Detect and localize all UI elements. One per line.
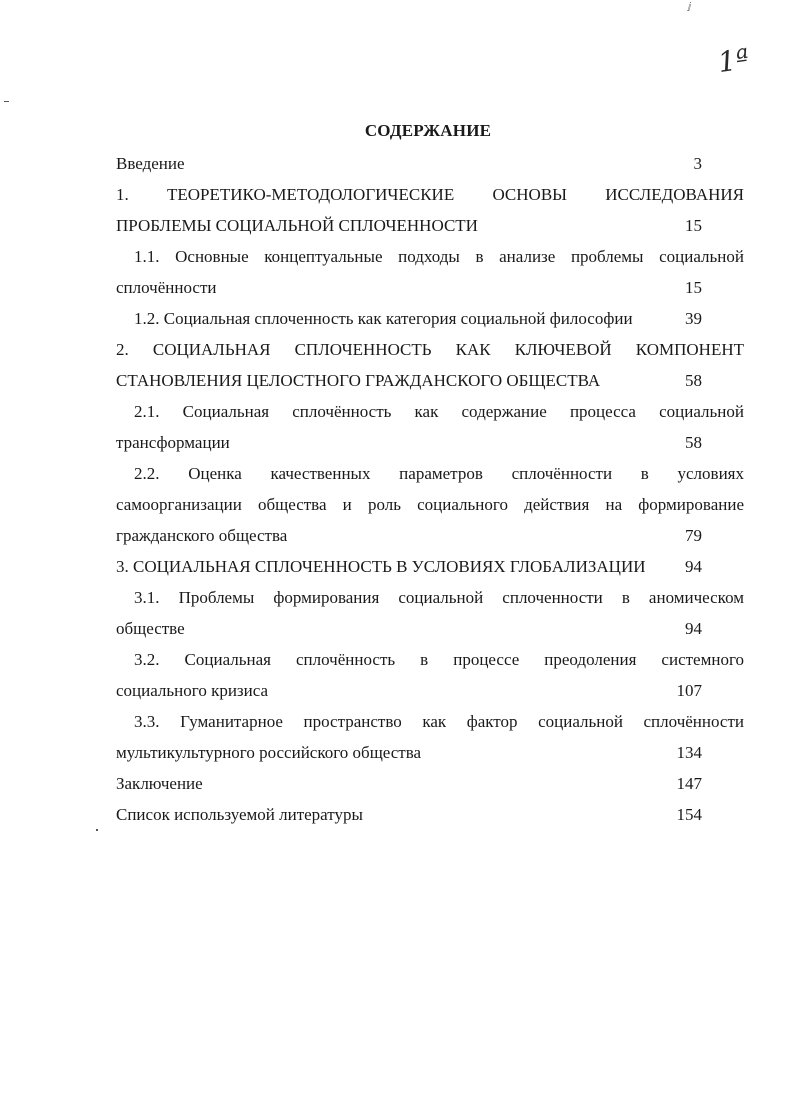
toc-entry-section-1-2[interactable] — [116, 303, 744, 334]
toc-entry-text: 3.1. Проблемы формирования социальной сплоченности в аномическом — [134, 588, 744, 607]
toc-entry-chapter-2[interactable] — [116, 334, 744, 396]
toc-entry-text: 2.2. Оценка качественных параметров сплочённости в условиях — [134, 464, 744, 483]
toc-entry-text: 3.3. Гуманитарное пространство как фактор социальной сплочённости — [134, 712, 744, 731]
scan-speck — [96, 829, 98, 831]
toc-entry-text-cont: обществе — [116, 619, 185, 638]
toc-page-number: 15 — [685, 216, 702, 235]
toc-entry-text-cont: самоорганизации общества и роль социального действия на формирование — [116, 495, 744, 514]
toc-title: СОДЕРЖАНИЕ — [364, 121, 492, 140]
toc-entry-section-3-1[interactable] — [116, 582, 744, 644]
toc-entry-bibliography[interactable] — [116, 799, 744, 830]
toc-entry-text-cont: гражданского общества — [116, 526, 288, 545]
toc-entry-text: 1. ТЕОРЕТИКО-МЕТОДОЛОГИЧЕСКИЕ ОСНОВЫ ИССЛЕДОВАНИЯ — [116, 185, 744, 204]
toc-entry-conclusion[interactable] — [116, 768, 744, 799]
toc-page-number: 154 — [676, 805, 702, 824]
toc-entry-text: 3.2. Социальная сплочённость в процессе преодоления системного — [134, 650, 744, 669]
toc-page-number: 58 — [685, 371, 702, 390]
toc-entry-text: 2.1. Социальная сплочённость как содержание процесса социальной — [134, 402, 744, 421]
toc-entry-text: 3. СОЦИАЛЬНАЯ СПЛОЧЕННОСТЬ В УСЛОВИЯХ ГЛОБАЛИЗАЦИИ — [116, 557, 646, 576]
toc-entry-text: Введение — [116, 154, 185, 173]
handwritten-page-mark: 1ª — [715, 41, 752, 80]
toc-entry-text-cont: СТАНОВЛЕНИЯ ЦЕЛОСТНОГО ГРАЖДАНСКОГО ОБЩЕСТВА — [116, 371, 601, 390]
toc-page-number: 58 — [685, 433, 702, 452]
toc-entry-section-3-3[interactable] — [116, 706, 744, 768]
toc-entry-text: 2. СОЦИАЛЬНАЯ СПЛОЧЕННОСТЬ КАК КЛЮЧЕВОЙ КОМПОНЕНТ — [116, 340, 744, 359]
toc-page-number: 94 — [685, 619, 702, 638]
toc-entry-text-cont: трансформации — [116, 433, 230, 452]
toc-entry-text: 1.2. Социальная сплоченность как категория социальной философии — [134, 309, 633, 328]
toc-entry-text: Список используемой литературы — [116, 805, 363, 824]
toc-page-number: 39 — [685, 309, 702, 328]
toc-page-number: 79 — [685, 526, 702, 545]
toc-page-number: 107 — [676, 681, 702, 700]
toc-entry-section-1-1[interactable] — [116, 241, 744, 303]
toc-entry-chapter-1[interactable] — [116, 179, 744, 241]
corner-mark: ⅉ — [688, 2, 692, 12]
toc-entry-text-cont: социального кризиса — [116, 681, 269, 700]
toc-entry-chapter-3[interactable] — [116, 551, 744, 582]
toc-entry-text: Заключение — [116, 774, 203, 793]
toc-page-number: 15 — [685, 278, 702, 297]
toc-entry-section-2-2[interactable] — [116, 458, 744, 551]
toc-page-number: 3 — [693, 154, 702, 173]
toc-page-number: 94 — [685, 557, 702, 576]
toc-entry-text-cont: ПРОБЛЕМЫ СОЦИАЛЬНОЙ СПЛОЧЕННОСТИ — [116, 216, 478, 235]
toc-entry-text-cont: сплочённости — [116, 278, 217, 297]
scan-speck — [4, 101, 9, 102]
toc-entry-section-2-1[interactable] — [116, 396, 744, 458]
toc-page-number: 134 — [676, 743, 702, 762]
toc-entry-introduction[interactable] — [116, 148, 744, 179]
table-of-contents — [116, 148, 744, 830]
toc-page-number: 147 — [676, 774, 702, 793]
toc-entry-text: 1.1. Основные концептуальные подходы в анализе проблемы социальной — [134, 247, 744, 266]
toc-entry-section-3-2[interactable] — [116, 644, 744, 706]
toc-entry-text-cont: мультикультурного российского общества — [116, 743, 422, 762]
